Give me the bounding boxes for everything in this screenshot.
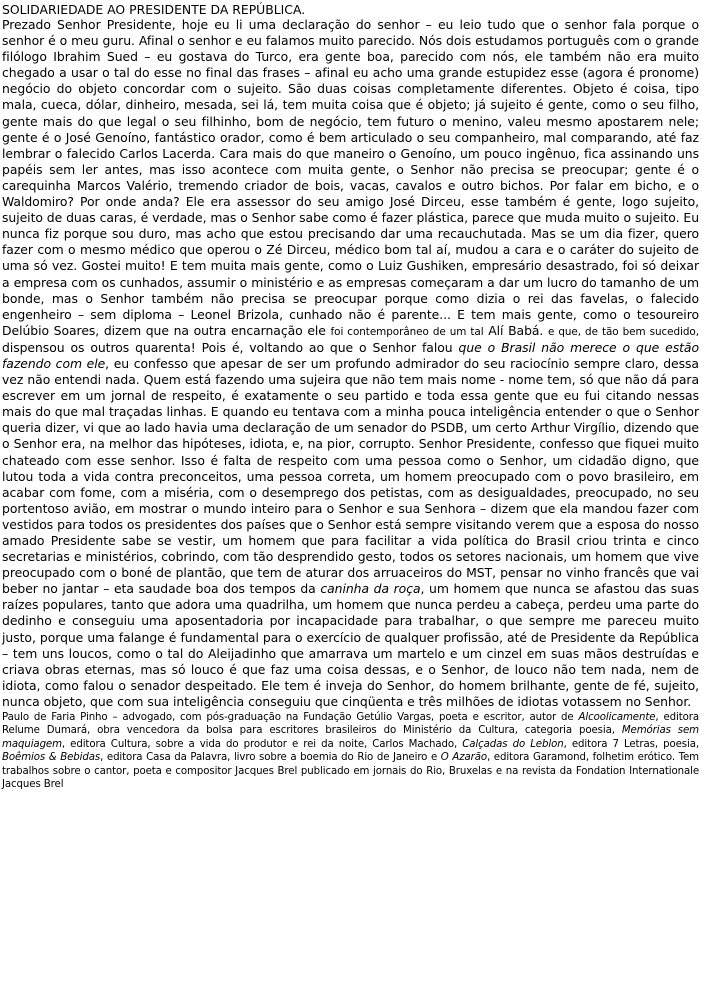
book-title: O Azarão bbox=[440, 752, 487, 764]
bio-text: , editora 7 Letras, poesia, bbox=[563, 738, 699, 750]
article-text: , eu confesso que apesar de ser um profundo admirador do seu raciocínio sempre claro, dessa vez não entendi nada. Quem está fazendo uma sujeira que não tem mais nome - nome tem, só que não dá para escrever em um jornal de respeito, é exatamente o seu partido e toda essa gente que eu fui citando nessas mais do que mal traçadas linhas. E quando eu tentava com a minha pouca inteligência entender o que o Senhor queria dizer, vi que ao lado havia uma declaração de um senador do PSDB, um certo Arthur Virgílio, dizendo que o Senhor era, na melhor das hipóteses, idiota, e, na pior, corrupto. Senhor Presidente, confesso que fiquei muito chateado com esse senhor. Isso é falta de respeito com uma pessoa como o Senhor, um cidadão digno, que lutou toda a vida contra preconceitos, uma pessoa correta, um homem preocupado com o povo brasileiro, em acabar com fome, com a miséria, com o desemprego dos petistas, com as desigualdades, preocupado, no seu portentoso avião, em mostrar o mundo inteiro para o Senhor e sua Senhora – dizem que ela mandou fazer com vestidos para todos os presidentes dos países que o Senhor está sempre visitando verem que a esposa do nosso amado Presidente sabe se vestir, um homem que para facilitar a vida política do Brasil criou trinta e cinco secretarias e ministérios, cobrindo, com tão desprendido gesto, todos os setores nacionais, um homem que vive preocupado com o boné de plantão, que tem de aturar dos arruaceiros do MST, pensar no vinho francês que vai beber no jantar – eta saudade boa dos tempos da bbox=[2, 355, 700, 597]
document-title: SOLIDARIEDADE AO PRESIDENTE DA REPÚBLICA. bbox=[2, 2, 306, 17]
article-italic-phrase: caninha da roça bbox=[320, 581, 421, 597]
bio-text: Paulo de Faria Pinho – advogado, com pós-graduação na Fundação Getúlio Vargas, poeta e escritor, autor de bbox=[2, 712, 579, 724]
author-bio bbox=[2, 711, 699, 791]
bio-text: , editora Relume Dumará, obra vencedora da bolsa para escritores brasileiros do Ministério da Cultura, categoria poesia, bbox=[2, 712, 699, 737]
bio-text: , editora Casa da Palavra, livro sobre a boemia do Rio de Janeiro e bbox=[100, 752, 441, 764]
book-title: Memórias sem maquiagem bbox=[2, 725, 699, 750]
article-text: , um homem que nunca se afastou das suas raízes populares, tanto que adora uma quadrilha, um homem que nunca perdeu a cabeça, perdeu uma parte do dedinho e conseguiu uma aposentadoria por incapacidade para trabalhar, o que sempre me pareceu muito justo, porque uma falange é fundamental para o exercício de qualquer profissão, até de Presidente da República – tem uns loucos, como o tal do Aleijadinho que amarrava um martelo e um cinzel em suas mãos destruídas e criava obras eternas, mas só louco é que faz uma coisa dessas, e o Senhor, de louco não tem nada, nem de idiota, como falou o senador despeitado. Ele tem é inveja do Senhor, do homem brilhante, gente de fé, sujeito, nunca objeto, que com sua inteligência conseguiu que cinqüenta e três milhões de idiotas votassem no Senhor. bbox=[2, 581, 699, 709]
article-text: Alí Babá. bbox=[483, 322, 548, 338]
article-quote: que o Brasil não merece o que estão fazendo com ele bbox=[2, 339, 699, 371]
book-title: Calçadas do Leblon bbox=[462, 738, 564, 750]
article-body bbox=[2, 17, 699, 710]
article-text: Prezado Senhor Presidente, hoje eu li uma declaração do senhor – eu leio tudo que o senhor fala porque o senhor é o meu guru. Afinal o senhor e eu falamos muito parecido. Nós dois estudamos português com o grande filólogo Ibrahim Sued – eu gostava do Turco, era gente boa, parecido com nós, ele também não era muito chegado a usar o tal do esse no final das frases – afinal eu acho uma grande estupidez esse (agora é pronome) negócio do objeto concordar com o sujeito. São duas coisas completamente diferentes. Objeto é coisa, tipo mala, cueca, dólar, dinheiro, mesada, sei lá, tem muita coisa que é objeto; já sujeito é gente, como o seu filho, gente mais do que legal o seu filhinho, bom de negócio, tem futuro o menino, valeu mesmo apostarem nele; gente é o José Genoíno, fantástico orador, como é bem articulado o seu companheiro, mal comparando, até faz lembrar o falecido Carlos Lacerda. Cara mais do que maneiro o Genoíno, um pouco ingênuo, fica assinando uns papéis sem ler antes, mas isso acontece com muita gente, o Senhor não precisa se preocupar; gente é o carequinha Marcos Valério, tremendo criador de bois, vacas, cavalos e outro bichos. Por falar em bicho, e o Waldomiro? Por onde anda? Ele era assessor do seu amigo José Dirceu, esse também é gente, logo sujeito, sujeito de duas caras, é verdade, mas o Senhor sabe como é fazer plástica, parece que muda muito o sujeito. Eu nunca fiz porque sou duro, mas acho que estou precisando dar uma recauchutada. Mas se um dia fizer, quero fazer com o mesmo médico que operou o Zé Dirceu, médico bom tal aí, mudou a cara e o caráter do sujeito de uma só vez. Gostei muito! E tem muita mais gente, como o Luiz Gushiken, empresário desastrado, foi só deixar a empresa com os cunhados, assumir o ministério e as empresas começaram a dar um lucro do tamanho de um bonde, mas o Senhor também não precisa se preocupar porque como dizia o rei das favelas, o falecido engenheiro – sem diploma – Leonel Brizola, cunhado não é parente... E tem mais gente, como o tesoureiro Delúbio Soares, dizem que na outra encarnação ele bbox=[2, 17, 699, 338]
book-title: Alcoolicamente bbox=[578, 712, 656, 724]
document-page bbox=[2, 2, 699, 791]
book-title: Boêmios & Bebidas bbox=[2, 752, 101, 764]
article-small-text: e que, de tão bem sucedido, bbox=[547, 325, 699, 338]
bio-text: , editora Garamond, folhetim erótico. Tem trabalhos sobre o cantor, poeta e compositor Jacques Brel publicado em jornais do Rio, Bruxelas e na revista da Fondation Internationale Jacques Brel bbox=[2, 752, 699, 791]
bio-text: , editora Cultura, sobre a vida do produtor e rei da noite, Carlos Machado, bbox=[61, 738, 463, 750]
article-text: dispensou os outros quarenta! Pois é, voltando ao que o Senhor falou bbox=[2, 339, 459, 355]
article-small-text: foi contemporâneo de um tal bbox=[330, 325, 484, 338]
